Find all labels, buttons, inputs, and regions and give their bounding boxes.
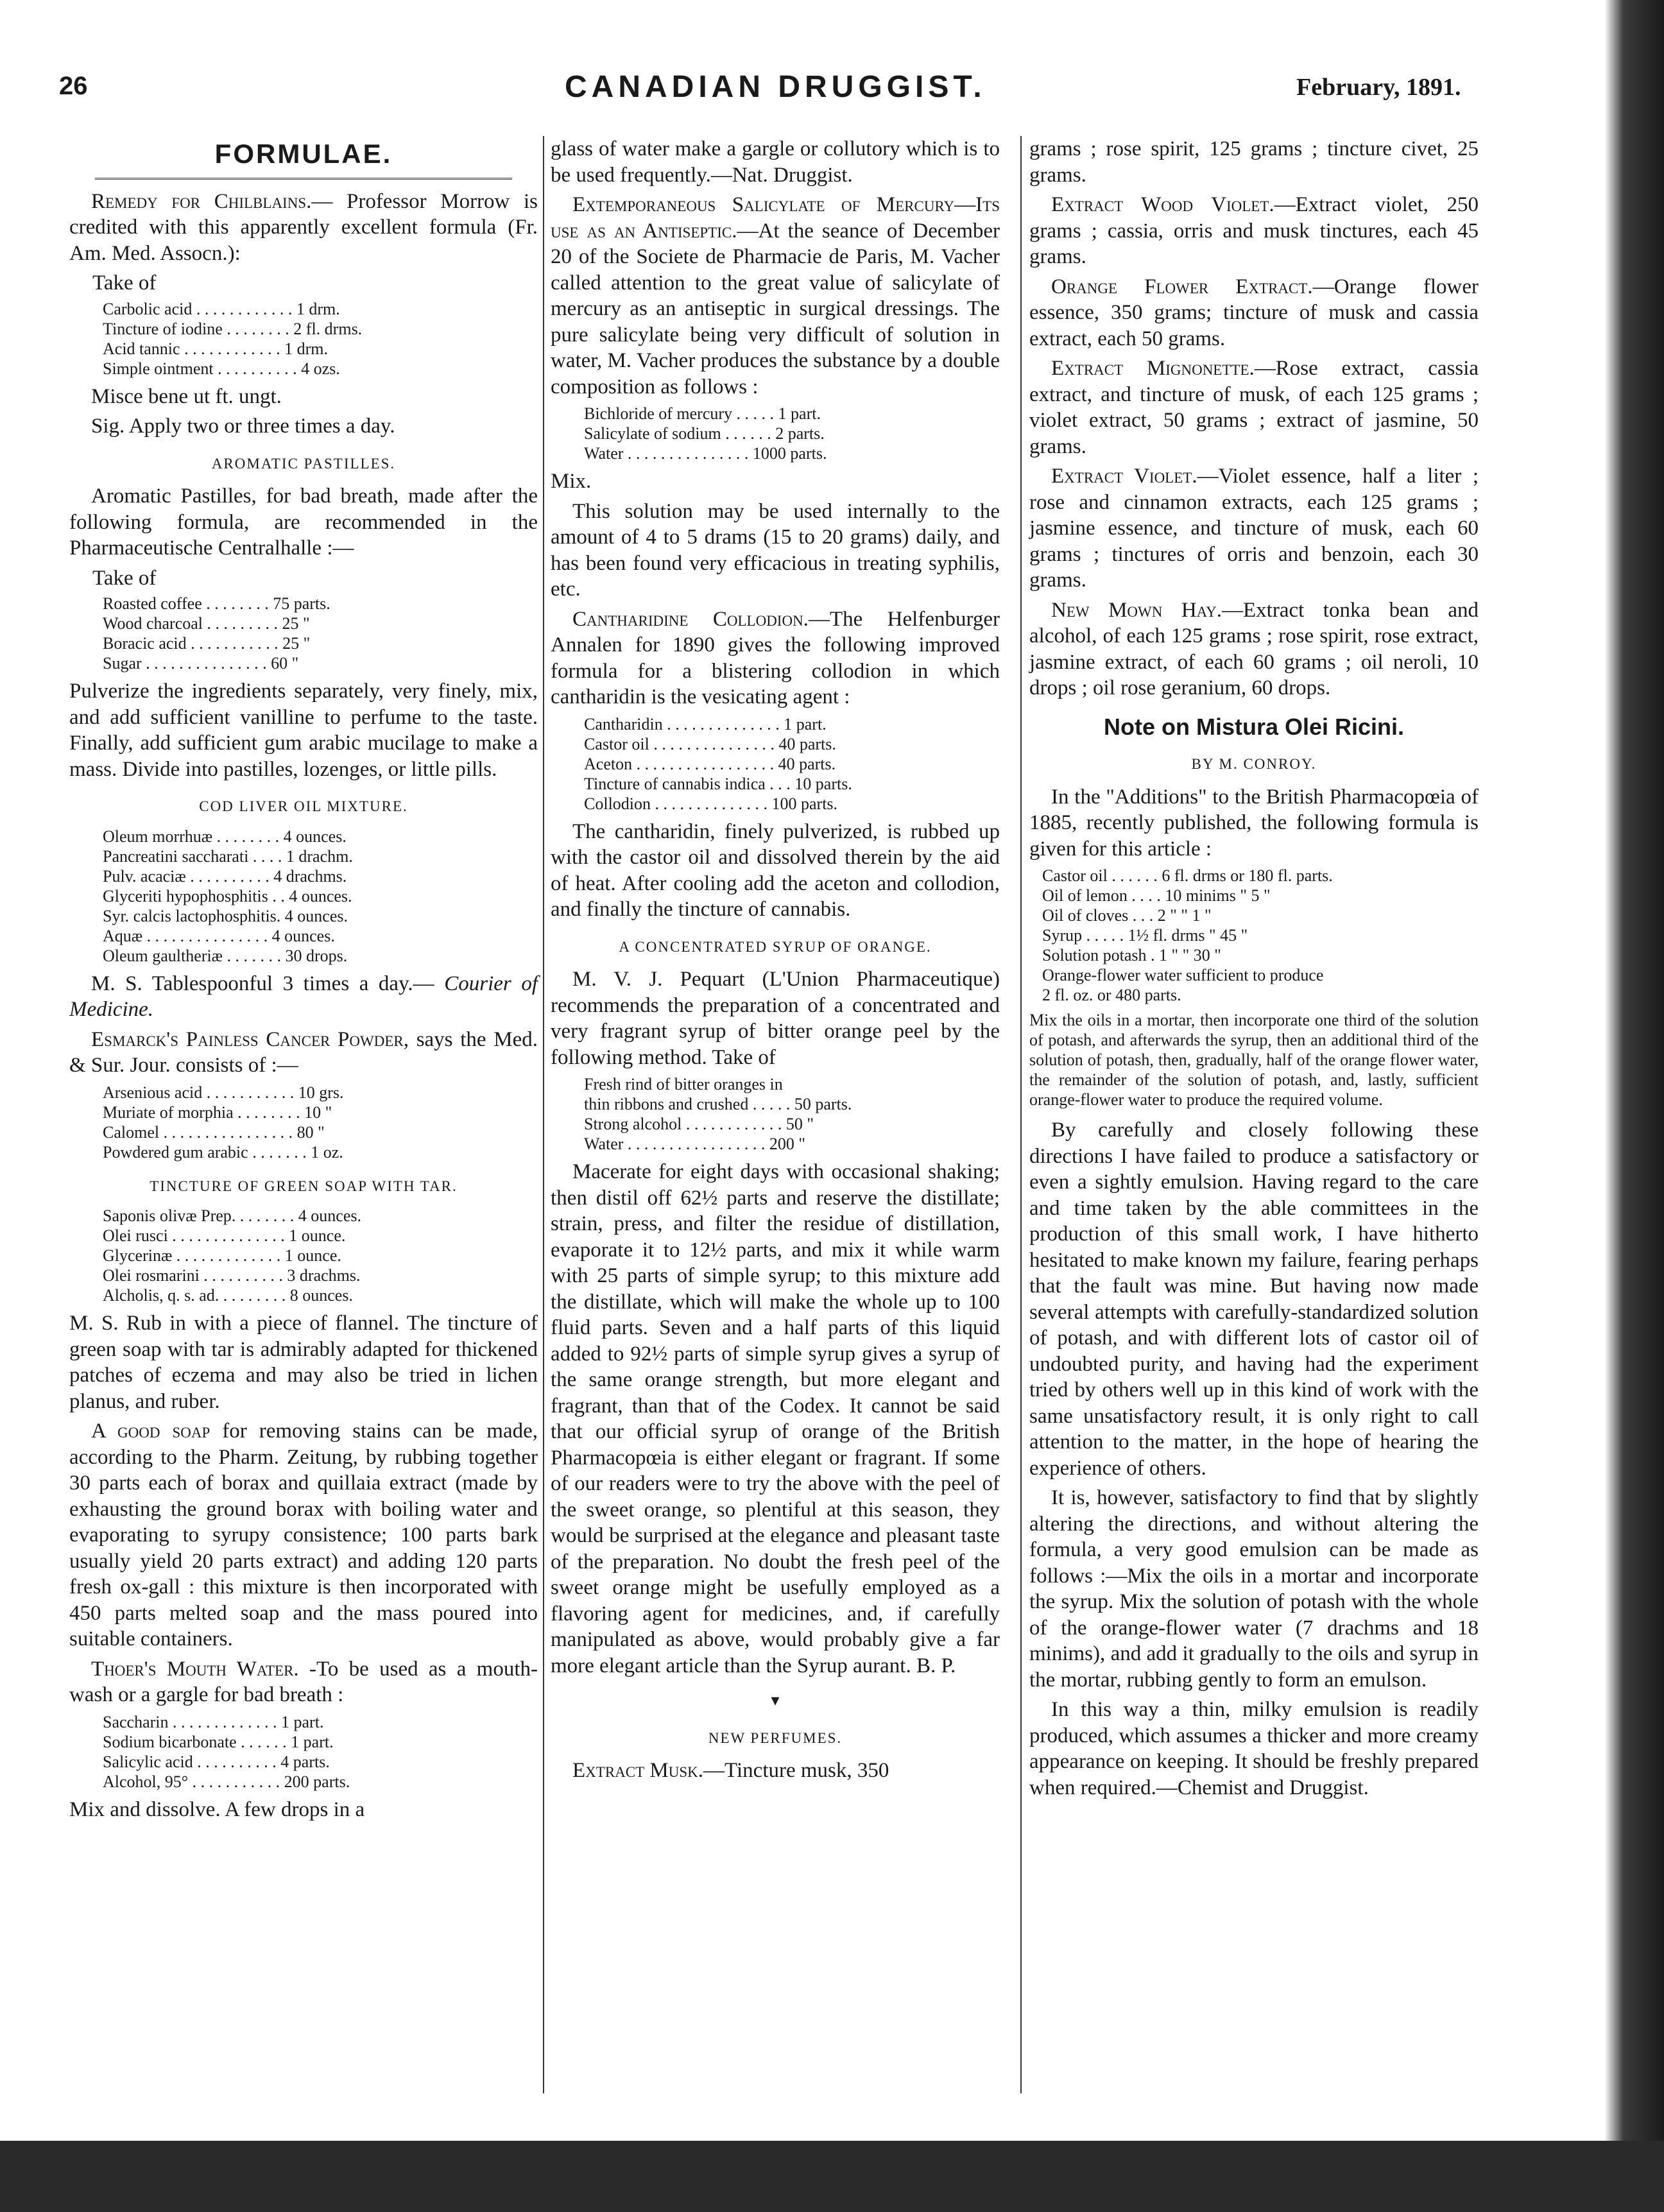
column-three bbox=[1029, 136, 1479, 1805]
pastilles-directions: Pulverize the ingredients separately, very finely, mix, and add sufficient vanilline to perfume to the taste. Finally, add sufficient gum arabic mucilage to make a mass. Divide into pastilles, lozenges, or little pills. bbox=[69, 680, 538, 781]
esmarck-lead: Esmarck's Painless Cancer Powder, bbox=[91, 1027, 409, 1051]
musk-lead: Extract Musk. bbox=[572, 1759, 704, 1782]
ingredient-line: Glyceriti hypophosphitis . . 4 ounces. bbox=[103, 886, 352, 905]
journal-title: CANADIAN DRUGGIST. bbox=[565, 70, 986, 104]
thoer-lead: Thoer's Mouth Water. bbox=[91, 1657, 299, 1681]
ingredient-line: Castor oil . . . . . . 6 fl. drms or 180 fl. parts. bbox=[1042, 866, 1333, 885]
gargle-continuation: glass of water make a gargle or collutory which is to be used frequently.—Nat. Druggist. bbox=[551, 137, 1000, 187]
article-paragraph: By carefully and closely following these directions I have failed to produce a satisfactory or even a sightly emulsion. Having regard to the care and time taken by the able committees in the production of this small work, I have hitherto hesitated to make known my failure, fearing perhaps that the fault was mine. But having now made several attempts with carefully-standardized solution of potash, and with different lots of castor oil of undoubted purity, and having had the experiment tried by others well up in this kind of work with the same unsatisfactory result, it is only right to call attention to the matter, in the hope of hearing the experience of others. bbox=[1029, 1119, 1479, 1480]
end-mark: ▾ bbox=[771, 1691, 780, 1710]
ingredient-line: Salicylate of sodium . . . . . . 2 parts. bbox=[584, 424, 825, 443]
ingredient-line: Tincture of cannabis indica . . . 10 parts. bbox=[584, 774, 852, 793]
salicylate-use: This solution may be used internally to the amount of 4 to 5 drams (15 to 20 grams) daily, and has been found very efficacious in treating syphilis, etc. bbox=[551, 499, 1000, 601]
orange-flower-lead: Orange Flower Extract. bbox=[1051, 275, 1313, 298]
ingredient-line: Glycerinæ . . . . . . . . . . . . . 1 ounce. bbox=[103, 1246, 341, 1265]
source-citation: Courier of Medicine. bbox=[69, 972, 538, 1021]
perfumes-heading: NEW PERFUMES. bbox=[708, 1729, 843, 1746]
esmarck-ingredients bbox=[103, 1083, 538, 1162]
ingredient-line: Powdered gum arabic . . . . . . . 1 oz. bbox=[103, 1142, 343, 1162]
ingredient-line: Wood charcoal . . . . . . . . . 25 " bbox=[103, 614, 310, 633]
ingredient-line: Salicylic acid . . . . . . . . . . 4 parts. bbox=[103, 1752, 330, 1771]
orange-ingredients bbox=[584, 1074, 1000, 1154]
column-divider bbox=[543, 136, 544, 2093]
cantharidine-lead: Cantharidine Collodion. bbox=[572, 607, 809, 631]
hay-paragraph: New Mown Hay.—Extract tonka bean and alcohol, of each 125 grams ; rose spirit, rose extract, jasmine extract, of each 60 grams ; oil neroli, 10 drops ; oil rose geranium, 60 drops. bbox=[1029, 598, 1479, 699]
orange-directions: Macerate for eight days with occasional shaking; then distil off 62½ parts and reserve the distillate; strain, press, and filter the residue of distillation, evaporate it to 12½ parts, and mix it while warm with 25 parts of simple syrup; to this mixture add the distillate, which will make the whole up to 100 fluid parts. Seven and a half parts of this liquid added to 92½ parts of simple syrup gives a syrup of the same orange strength, but more elegant and fragrant, than that of the Codex. It cannot be said that our official syrup of orange of the British Pharmacopœia is either elegant or fragrant. If some of our readers were to try the above with the peel of the sweet orange, so plentiful at this season, they would be surprised at the elegance and pleasant taste of the preparation. No doubt the fresh peel of the sweet orange might be usefully employed as a flavoring agent for medicines, and, if carefully manipulated as above, would probably give a far more elegant article than the Syrup aurant. B. P. bbox=[551, 1160, 1000, 1677]
ingredient-line: Arsenious acid . . . . . . . . . . . 10 grs. bbox=[103, 1083, 344, 1102]
ingredient-line: Simple ointment . . . . . . . . . . 4 ozs. bbox=[103, 359, 340, 378]
tincture-ingredients bbox=[103, 1206, 538, 1305]
take-of-label: Take of bbox=[92, 271, 157, 295]
musk-continuation: grams ; rose spirit, 125 grams ; tincture civet, 25 grams. bbox=[1029, 137, 1479, 187]
note-intro: In the "Additions" to the British Pharmacopœia of 1885, recently published, the following formula is given for this article : bbox=[1029, 785, 1479, 861]
salicylate-paragraph: Extemporaneous Salicylate of Mercury—Its use as an Antiseptic.—At the seance of December 20 of the Societe de Pharmacie de Paris, M. Vacher called attention to the great value of salicylate of mercury as an antiseptic in surgical dressings. The pure salicylate being very difficult of solution in water, M. Vacher produces the substance by a double composition as follows : bbox=[551, 193, 1000, 399]
ingredient-line: Oil of cloves . . . 2 " " 1 " bbox=[1042, 906, 1212, 925]
ingredient-line: Collodion . . . . . . . . . . . . . . 100 parts. bbox=[584, 794, 838, 813]
codliver-heading: COD LIVER OIL MIXTURE. bbox=[199, 798, 408, 814]
section-title: FORMULAE. bbox=[214, 139, 393, 169]
column-one bbox=[69, 136, 538, 1826]
ingredient-line: Syr. calcis lactophosphitis. 4 ounces. bbox=[103, 906, 348, 925]
ingredient-line: Carbolic acid . . . . . . . . . . . . 1 drm. bbox=[103, 299, 340, 318]
esmarck-paragraph: Esmarck's Painless Cancer Powder, says the Med. & Sur. Jour. consists of :— bbox=[69, 1027, 538, 1077]
violet-paragraph: Extract Violet.—Violet essence, half a liter ; rose and cinnamon extracts, each 125 grams ; jasmine essence, and tincture of musk, each 60 grams ; tinctures of orris and benzoin, each 30 grams. bbox=[1029, 465, 1479, 592]
tincture-ms: M. S. Rub in with a piece of flannel. The tincture of green soap with tar is admirably adapted for thickened patches of eczema and may also be tried in lichen planus, and ruber. bbox=[69, 1312, 538, 1413]
ingredient-line: Aquæ . . . . . . . . . . . . . . . 4 ounces. bbox=[103, 926, 335, 945]
soap-lead: A good soap bbox=[91, 1419, 210, 1443]
chilblains-ingredients bbox=[103, 299, 538, 379]
ingredient-line: Aceton . . . . . . . . . . . . . . . . . 40 parts. bbox=[584, 754, 836, 773]
ingredient-line: Alcholis, q. s. ad. . . . . . . . . 8 ounces. bbox=[103, 1286, 353, 1305]
wood-violet-lead: Extract Wood Violet. bbox=[1051, 193, 1274, 216]
ingredient-line: Saponis olivæ Prep. . . . . . . . 4 ounces. bbox=[103, 1206, 361, 1225]
page-number: 26 bbox=[59, 72, 88, 100]
scan-edge-bottom bbox=[0, 2141, 1664, 2212]
scan-edge-right bbox=[1585, 0, 1664, 2141]
chilblains-misce: Misce bene ut ft. ungt. bbox=[91, 384, 282, 408]
ingredient-line: Roasted coffee . . . . . . . . 75 parts. bbox=[103, 594, 330, 613]
issue-date: February, 1891. bbox=[1296, 74, 1461, 101]
ingredient-line: Boracic acid . . . . . . . . . . . 25 " bbox=[103, 634, 311, 653]
ingredient-line: Pancreatini saccharati . . . . 1 drachm. bbox=[103, 846, 353, 866]
orange-flower-paragraph: Orange Flower Extract.—Orange flower essence, 350 grams; tincture of musk and cassia extract, each 50 grams. bbox=[1029, 275, 1479, 350]
ingredient-line: Muriate of morphia . . . . . . . . 10 " bbox=[103, 1102, 332, 1122]
wood-violet-paragraph: Extract Wood Violet.—Extract violet, 250 grams ; cassia, orris and musk tinctures, each 45 grams. bbox=[1029, 193, 1479, 268]
ingredient-line: Bichloride of mercury . . . . . 1 part. bbox=[584, 404, 821, 423]
article-byline: BY M. CONROY. bbox=[1191, 756, 1317, 772]
ingredient-line: Pulv. acaciæ . . . . . . . . . . 4 drachms. bbox=[103, 866, 347, 886]
orange-heading: A CONCENTRATED SYRUP OF ORANGE. bbox=[619, 938, 932, 955]
article-paragraph: It is, however, satisfactory to find that by slightly altering the directions, and without altering the formula, a very good emulsion can be made as follows :—Mix the oils in a mortar and incorporate the syrup. Mix the solution of potash with the whole of the orange-flower water (7 drachms and 18 minims), and add it gradually to the oils and syrup in the mortar, rubbing gently to form an emulson. bbox=[1029, 1486, 1479, 1692]
chilblains-sig: Sig. Apply two or three times a day. bbox=[91, 415, 395, 438]
note-ingredients bbox=[1042, 866, 1479, 1005]
pastilles-paragraph: Aromatic Pastilles, for bad breath, made after the following formula, are recommended in the Pharmaceutische Centralhalle :— bbox=[69, 484, 538, 560]
tincture-heading: TINCTURE OF GREEN SOAP WITH TAR. bbox=[150, 1178, 458, 1194]
ingredient-line: Solution potash . 1 " " 30 " bbox=[1042, 946, 1221, 965]
ingredient-line: Orange-flower water sufficient to produce bbox=[1042, 966, 1324, 984]
ingredient-line: Acid tannic . . . . . . . . . . . . 1 drm. bbox=[103, 339, 328, 358]
soap-paragraph: A good soap for removing stains can be made, according to the Pharm. Zeitung, by rubbing together 30 parts each of borax and quillaia extract (made by exhausting the ground borax with boiling water and evaporating to syrupy consistence; 100 parts bark usually yield 20 parts extract) and adding 120 parts fresh ox-gall : this mixture is then incorporated with 450 parts melted soap and the mass poured into suitable containers. bbox=[69, 1419, 538, 1650]
cantharidine-paragraph: Cantharidine Collodion.—The Helfenburger Annalen for 1890 gives the following improved formula for a blistering collodion in which cantharidin is the vesicating agent : bbox=[551, 607, 1000, 708]
ingredient-line: Sugar . . . . . . . . . . . . . . . 60 " bbox=[103, 654, 299, 673]
hay-lead: New Mown Hay. bbox=[1051, 598, 1222, 622]
salicylate-lead: Extemporaneous Salicylate of Mercury—Its use as an Antiseptic. bbox=[551, 193, 1000, 243]
page-header bbox=[0, 0, 1664, 128]
mignonette-paragraph: Extract Mignonette.—Rose extract, cassia extract, and tincture of musk, of each 125 grams ; violet extract, 50 grams ; extract of jasmine, 50 grams. bbox=[1029, 357, 1479, 458]
ingredient-line: Tincture of iodine . . . . . . . . 2 fl. drms. bbox=[103, 319, 363, 338]
ingredient-line: Oil of lemon . . . . 10 minims " 5 " bbox=[1042, 886, 1271, 905]
take-of-label: Take of bbox=[92, 566, 157, 590]
thoer-paragraph: Thoer's Mouth Water. -To be used as a mouth-wash or a gargle for bad breath : bbox=[69, 1657, 538, 1706]
salicylate-mix: Mix. bbox=[551, 470, 592, 493]
ingredient-line: Oleum gaultheriæ . . . . . . . 30 drops. bbox=[103, 946, 348, 965]
title-rule bbox=[95, 178, 512, 180]
ingredient-line: Alcohol, 95° . . . . . . . . . . . 200 parts. bbox=[103, 1772, 350, 1791]
musk-paragraph: Extract Musk.—Tincture musk, 350 bbox=[572, 1759, 889, 1782]
ingredient-line: Cantharidin . . . . . . . . . . . . . . 1 part. bbox=[584, 714, 827, 733]
column-two bbox=[551, 136, 1000, 1788]
column-divider bbox=[1020, 136, 1022, 2093]
ingredient-line: Saccharin . . . . . . . . . . . . . 1 part. bbox=[103, 1712, 324, 1731]
ingredient-line: Syrup . . . . . 1½ fl. drms " 45 " bbox=[1042, 926, 1248, 945]
ingredient-line: 2 fl. oz. or 480 parts. bbox=[1042, 986, 1181, 1004]
article-paragraph: In this way a thin, milky emulsion is readily produced, which assumes a thicker and more creamy appearance on keeping. It should be freshly prepared when required.—Chemist and Druggist. bbox=[1029, 1698, 1479, 1799]
codliver-ingredients bbox=[103, 827, 538, 966]
ingredient-line: Calomel . . . . . . . . . . . . . . . . 80 " bbox=[103, 1122, 325, 1142]
cantharidine-ingredients bbox=[584, 714, 1000, 814]
ingredient-line: Sodium bicarbonate . . . . . . 1 part. bbox=[103, 1732, 334, 1751]
ingredient-line: Castor oil . . . . . . . . . . . . . . . 40 parts. bbox=[584, 734, 836, 753]
thoer-ingredients bbox=[103, 1712, 538, 1792]
ingredient-line: Water . . . . . . . . . . . . . . . 1000 parts. bbox=[584, 444, 827, 463]
cantharidine-directions: The cantharidin, finely pulverized, is rubbed up with the castor oil and dissolved therein by the aid of heat. After cooling add the aceton and collodion, and finally the tincture of cannabis. bbox=[551, 819, 1000, 921]
ingredient-line: thin ribbons and crushed . . . . . 50 parts. bbox=[584, 1095, 852, 1113]
orange-paragraph: M. V. J. Pequart (L'Union Pharmaceutique) recommends the preparation of a concentrated and very fragrant syrup of bitter orange peel by the following method. Take of bbox=[551, 968, 1000, 1069]
chilblains-lead: Remedy for Chilblains. bbox=[91, 189, 312, 213]
chilblains-paragraph: Remedy for Chilblains.— Professor Morrow is credited with this apparently excellent formula (Fr. Am. Med. Assocn.): bbox=[69, 189, 538, 265]
note-method: Mix the oils in a mortar, then incorporate one third of the solution of potash, and afterwards the syrup, then an additional third of the solution of potash, then, gradually, half of the orange flower water, the remainder of the solution of potash, and, lastly, sufficient orange-flower water to produce the required volume. bbox=[1029, 1011, 1479, 1109]
pastilles-ingredients bbox=[103, 594, 538, 673]
codliver-ms: M. S. Tablespoonful 3 times a day.— Courier of Medicine. bbox=[69, 972, 538, 1021]
ingredient-line: Strong alcohol . . . . . . . . . . . . 50 " bbox=[584, 1115, 814, 1133]
ingredient-line: Water . . . . . . . . . . . . . . . . . 200 " bbox=[584, 1135, 806, 1153]
ingredient-line: Olei rusci . . . . . . . . . . . . . . 1 ounce. bbox=[103, 1226, 346, 1245]
pastilles-heading: AROMATIC PASTILLES. bbox=[211, 455, 396, 472]
ingredient-line: Olei rosmarini . . . . . . . . . . 3 drachms. bbox=[103, 1266, 361, 1285]
salicylate-ingredients bbox=[584, 404, 1000, 463]
thoer-directions: Mix and dissolve. A few drops in a bbox=[69, 1797, 365, 1821]
ingredient-line: Fresh rind of bitter oranges in bbox=[584, 1075, 783, 1093]
ingredient-line: Oleum morrhuæ . . . . . . . . 4 ounces. bbox=[103, 827, 347, 846]
mignonette-lead: Extract Mignonette. bbox=[1051, 357, 1255, 380]
violet-lead: Extract Violet. bbox=[1051, 465, 1197, 488]
article-title: Note on Mistura Olei Ricini. bbox=[1103, 713, 1405, 740]
